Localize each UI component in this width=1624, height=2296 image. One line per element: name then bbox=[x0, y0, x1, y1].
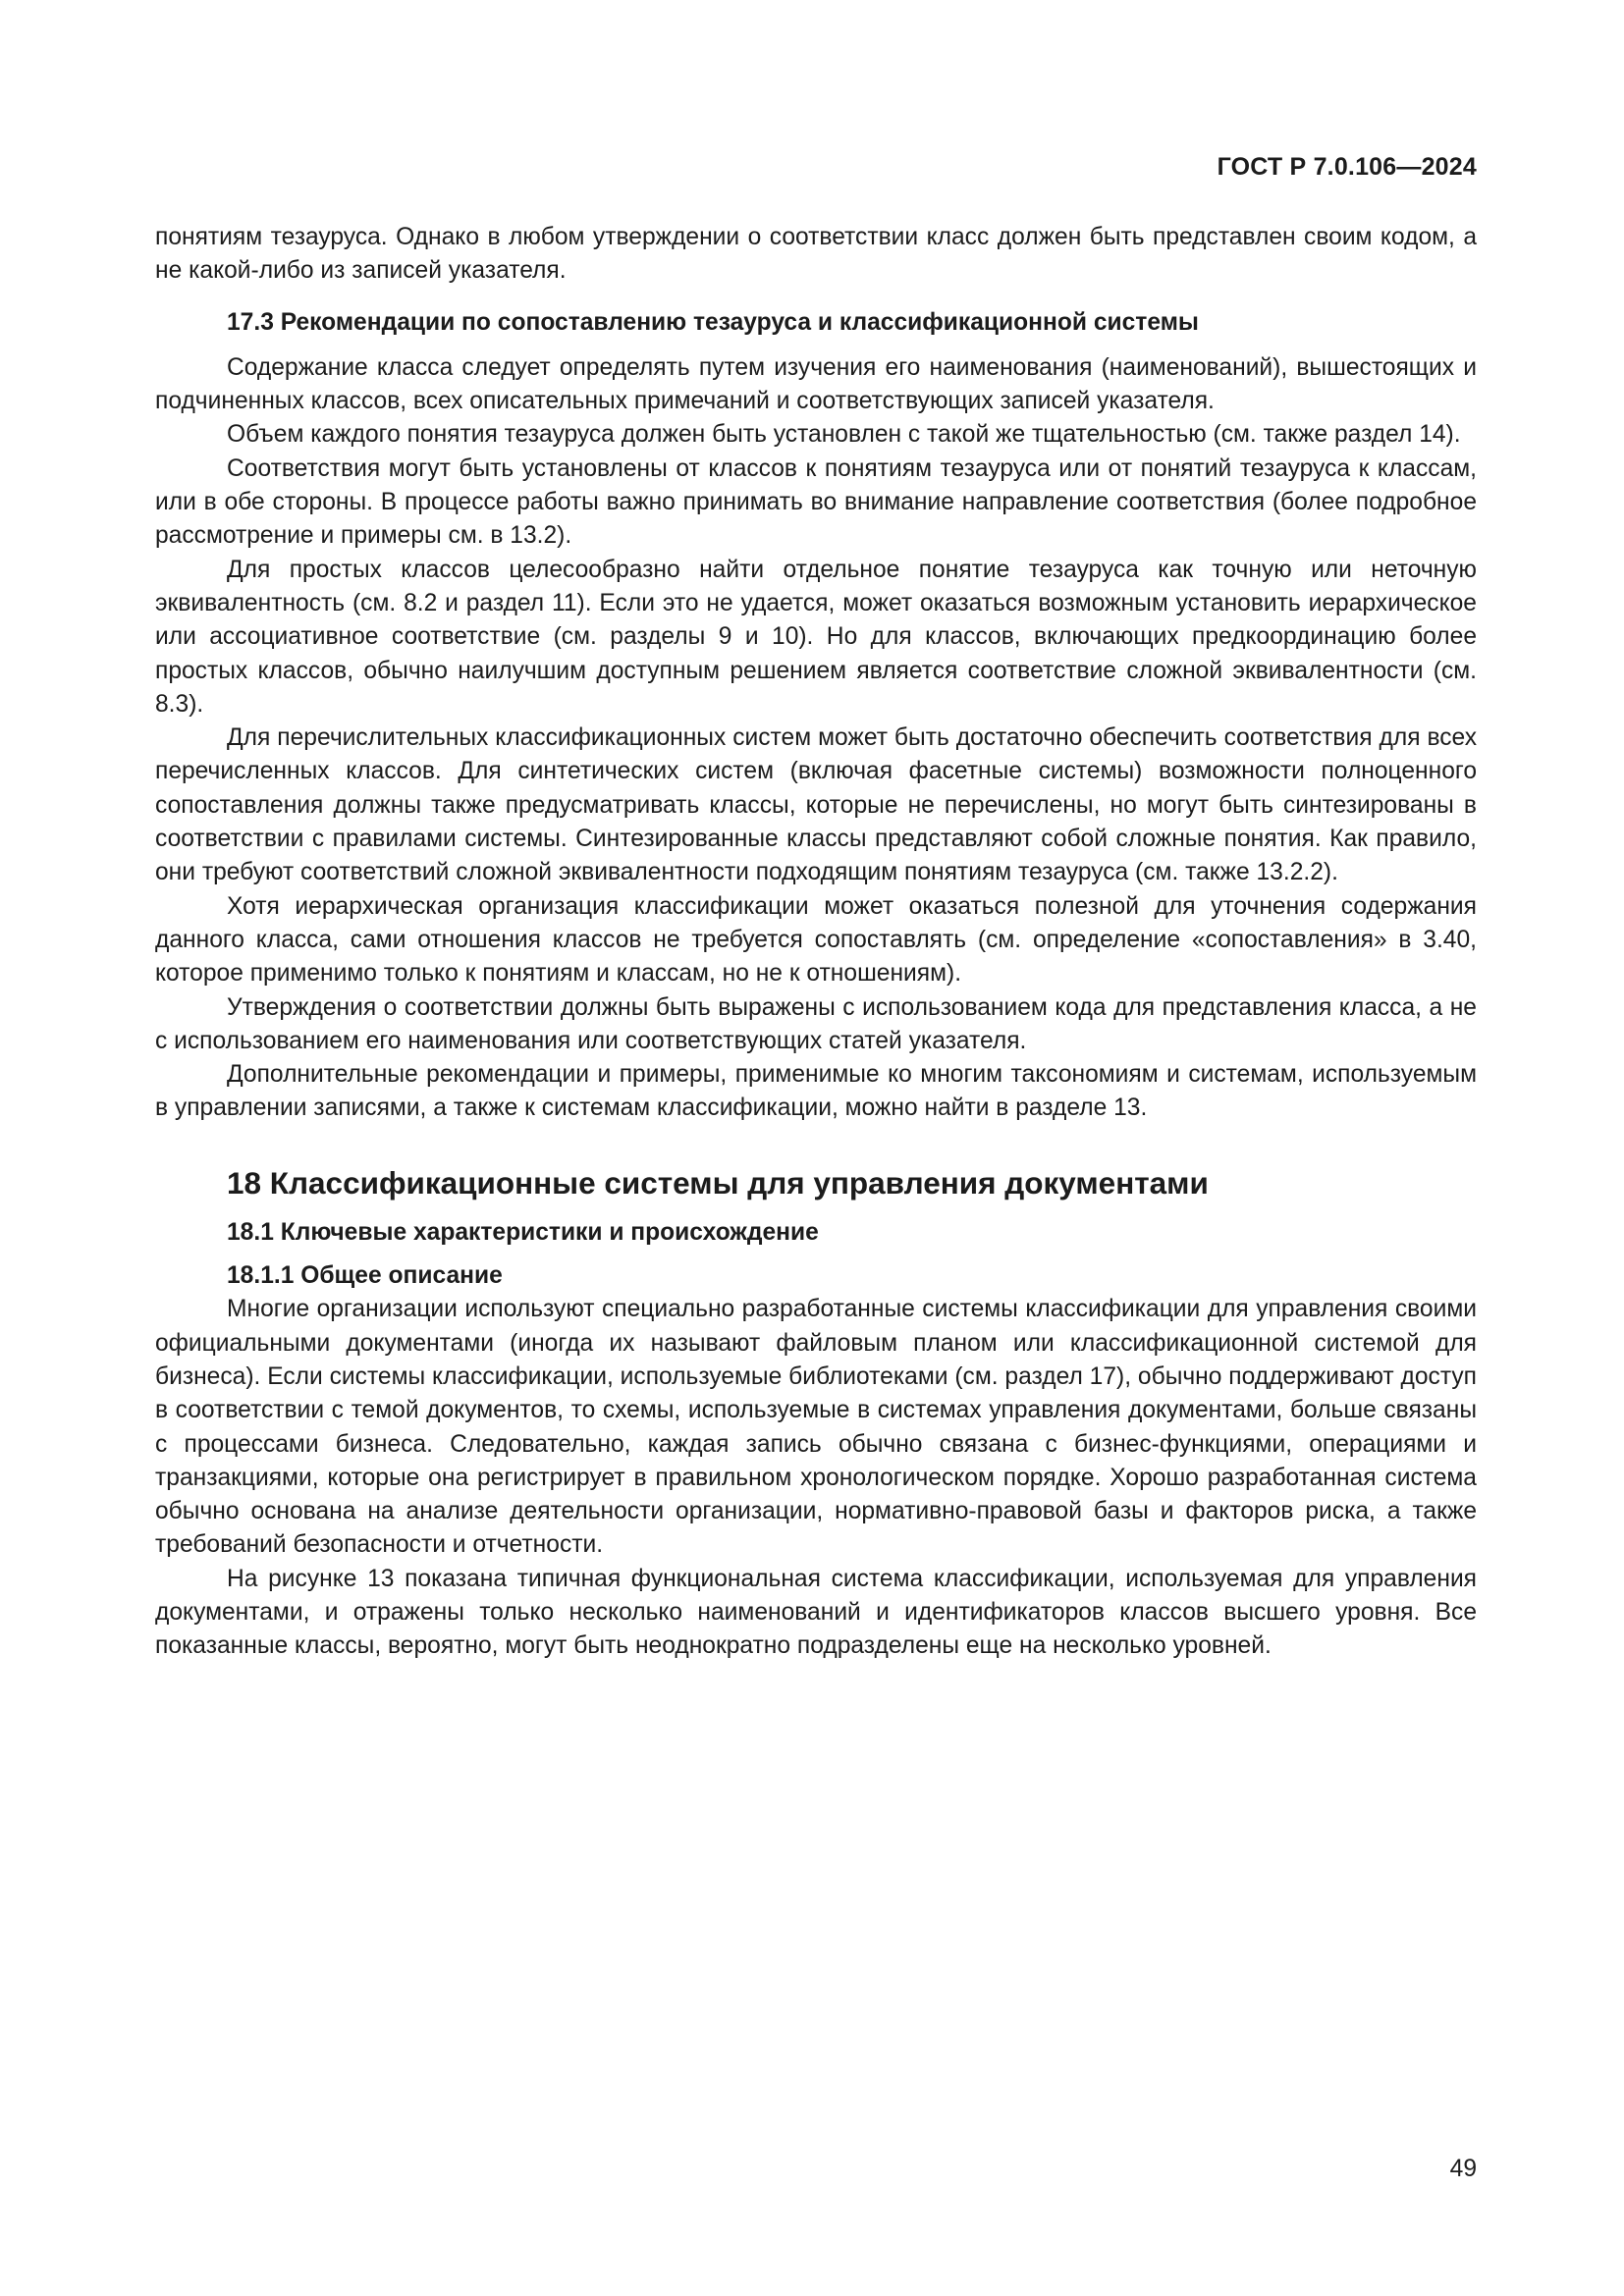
paragraph: Многие организации используют специально разработанные системы классификации для управления своими официальными документами (иногда их называют файловым планом или классификационной системой для бизнеса). Если системы классификации, используемые библиотеками (см. раздел 17), обычно поддерживают доступ в соответствии с темой документов, то схемы, используемые в системах управления документами, больше связаны с процессами бизнеса. Следовательно, каждая запись обычно связана с бизнес-функциями, операциями и транзакциями, которые она регистрирует в правильном хронологическом порядке. Хорошо разработанная система обычно основана на анализе деятельности организации, нормативно-правовой базы и факторов риска, а также требований безопасности и отчетности. bbox=[155, 1296, 1477, 1559]
section-18-heading: 18 Классификационные системы для управления документами bbox=[227, 1164, 1209, 1201]
section-18-1-1-heading: 18.1.1 Общее описание bbox=[227, 1262, 503, 1290]
paragraph: Соответствия могут быть установлены от классов к понятиям тезауруса или от понятий тезауруса к классам, или в обе стороны. В процессе работы важно принимать во внимание направление соответствия (более подробное рассмотрение и примеры см. в 13.2). bbox=[155, 454, 1477, 550]
paragraph: Объем каждого понятия тезауруса должен быть установлен с такой же тщательностью (см. также раздел 14). bbox=[227, 421, 1461, 449]
paragraph: Утверждения о соответствии должны быть выражены с использованием кода для представления класса, а не с использованием его наименования или соответствующих статей указателя. bbox=[155, 993, 1477, 1054]
paragraph: Дополнительные рекомендации и примеры, применимые ко многим таксономиям и системам, используемым в управлении записями, а также к системам классификации, можно найти в разделе 13. bbox=[155, 1061, 1477, 1122]
paragraph: Для простых классов целесообразно найти отдельное понятие тезауруса как точную или неточную эквивалентность (см. 8.2 и раздел 11). Если это не удается, может оказаться возможным установить иерархическое или ассоциативное соответствие (см. разделы 9 и 10). Но для классов, включающих предкоординацию более простых классов, обычно наилучшим доступным решением является соответствие сложной эквивалентности (см. 8.3). bbox=[155, 556, 1477, 718]
section-17-3-heading: 17.3 Рекомендации по сопоставлению тезауруса и классификационной системы bbox=[227, 308, 1199, 336]
paragraph: Содержание класса следует определять путем изучения его наименования (наименований), вышестоящих и подчиненных классов, всех описательных примечаний и соответствующих записей указателя. bbox=[155, 353, 1477, 415]
section-18-1-heading: 18.1 Ключевые характеристики и происхождение bbox=[227, 1218, 819, 1246]
intro-paragraph: понятиям тезауруса. Однако в любом утверждении о соответствии класс должен быть представлен своим кодом, а не какой-либо из записей указателя. bbox=[155, 224, 1477, 285]
page-content bbox=[155, 221, 1477, 1664]
page-number: 49 bbox=[1449, 2156, 1477, 2182]
paragraph: Для перечислительных классификационных систем может быть достаточно обеспечить соответствия для всех перечисленных классов. Для синтетических систем (включая фасетные системы) возможности полноценного сопоставления должны также предусматривать классы, которые не перечислены, но могут быть синтезированы в соответствии с правилами системы. Синтезированные классы представляют собой сложные понятия. Как правило, они требуют соответствий сложной эквивалентности подходящим понятиям тезауруса (см. также 13.2.2). bbox=[155, 724, 1477, 886]
document-code: ГОСТ Р 7.0.106—2024 bbox=[1217, 153, 1477, 181]
paragraph: На рисунке 13 показана типичная функциональная система классификации, используемая для управления документами, и отражены только несколько наименований и идентификаторов классов высшего уровня. Все показанные классы, вероятно, могут быть неоднократно подразделены еще на несколько уровней. bbox=[155, 1565, 1477, 1660]
paragraph: Хотя иерархическая организация классификации может оказаться полезной для уточнения содержания данного класса, сами отношения классов не требуется сопоставлять (см. определение «сопоставления» в 3.40, которое применимо только к понятиям и классам, но не к отношениям). bbox=[155, 892, 1477, 988]
